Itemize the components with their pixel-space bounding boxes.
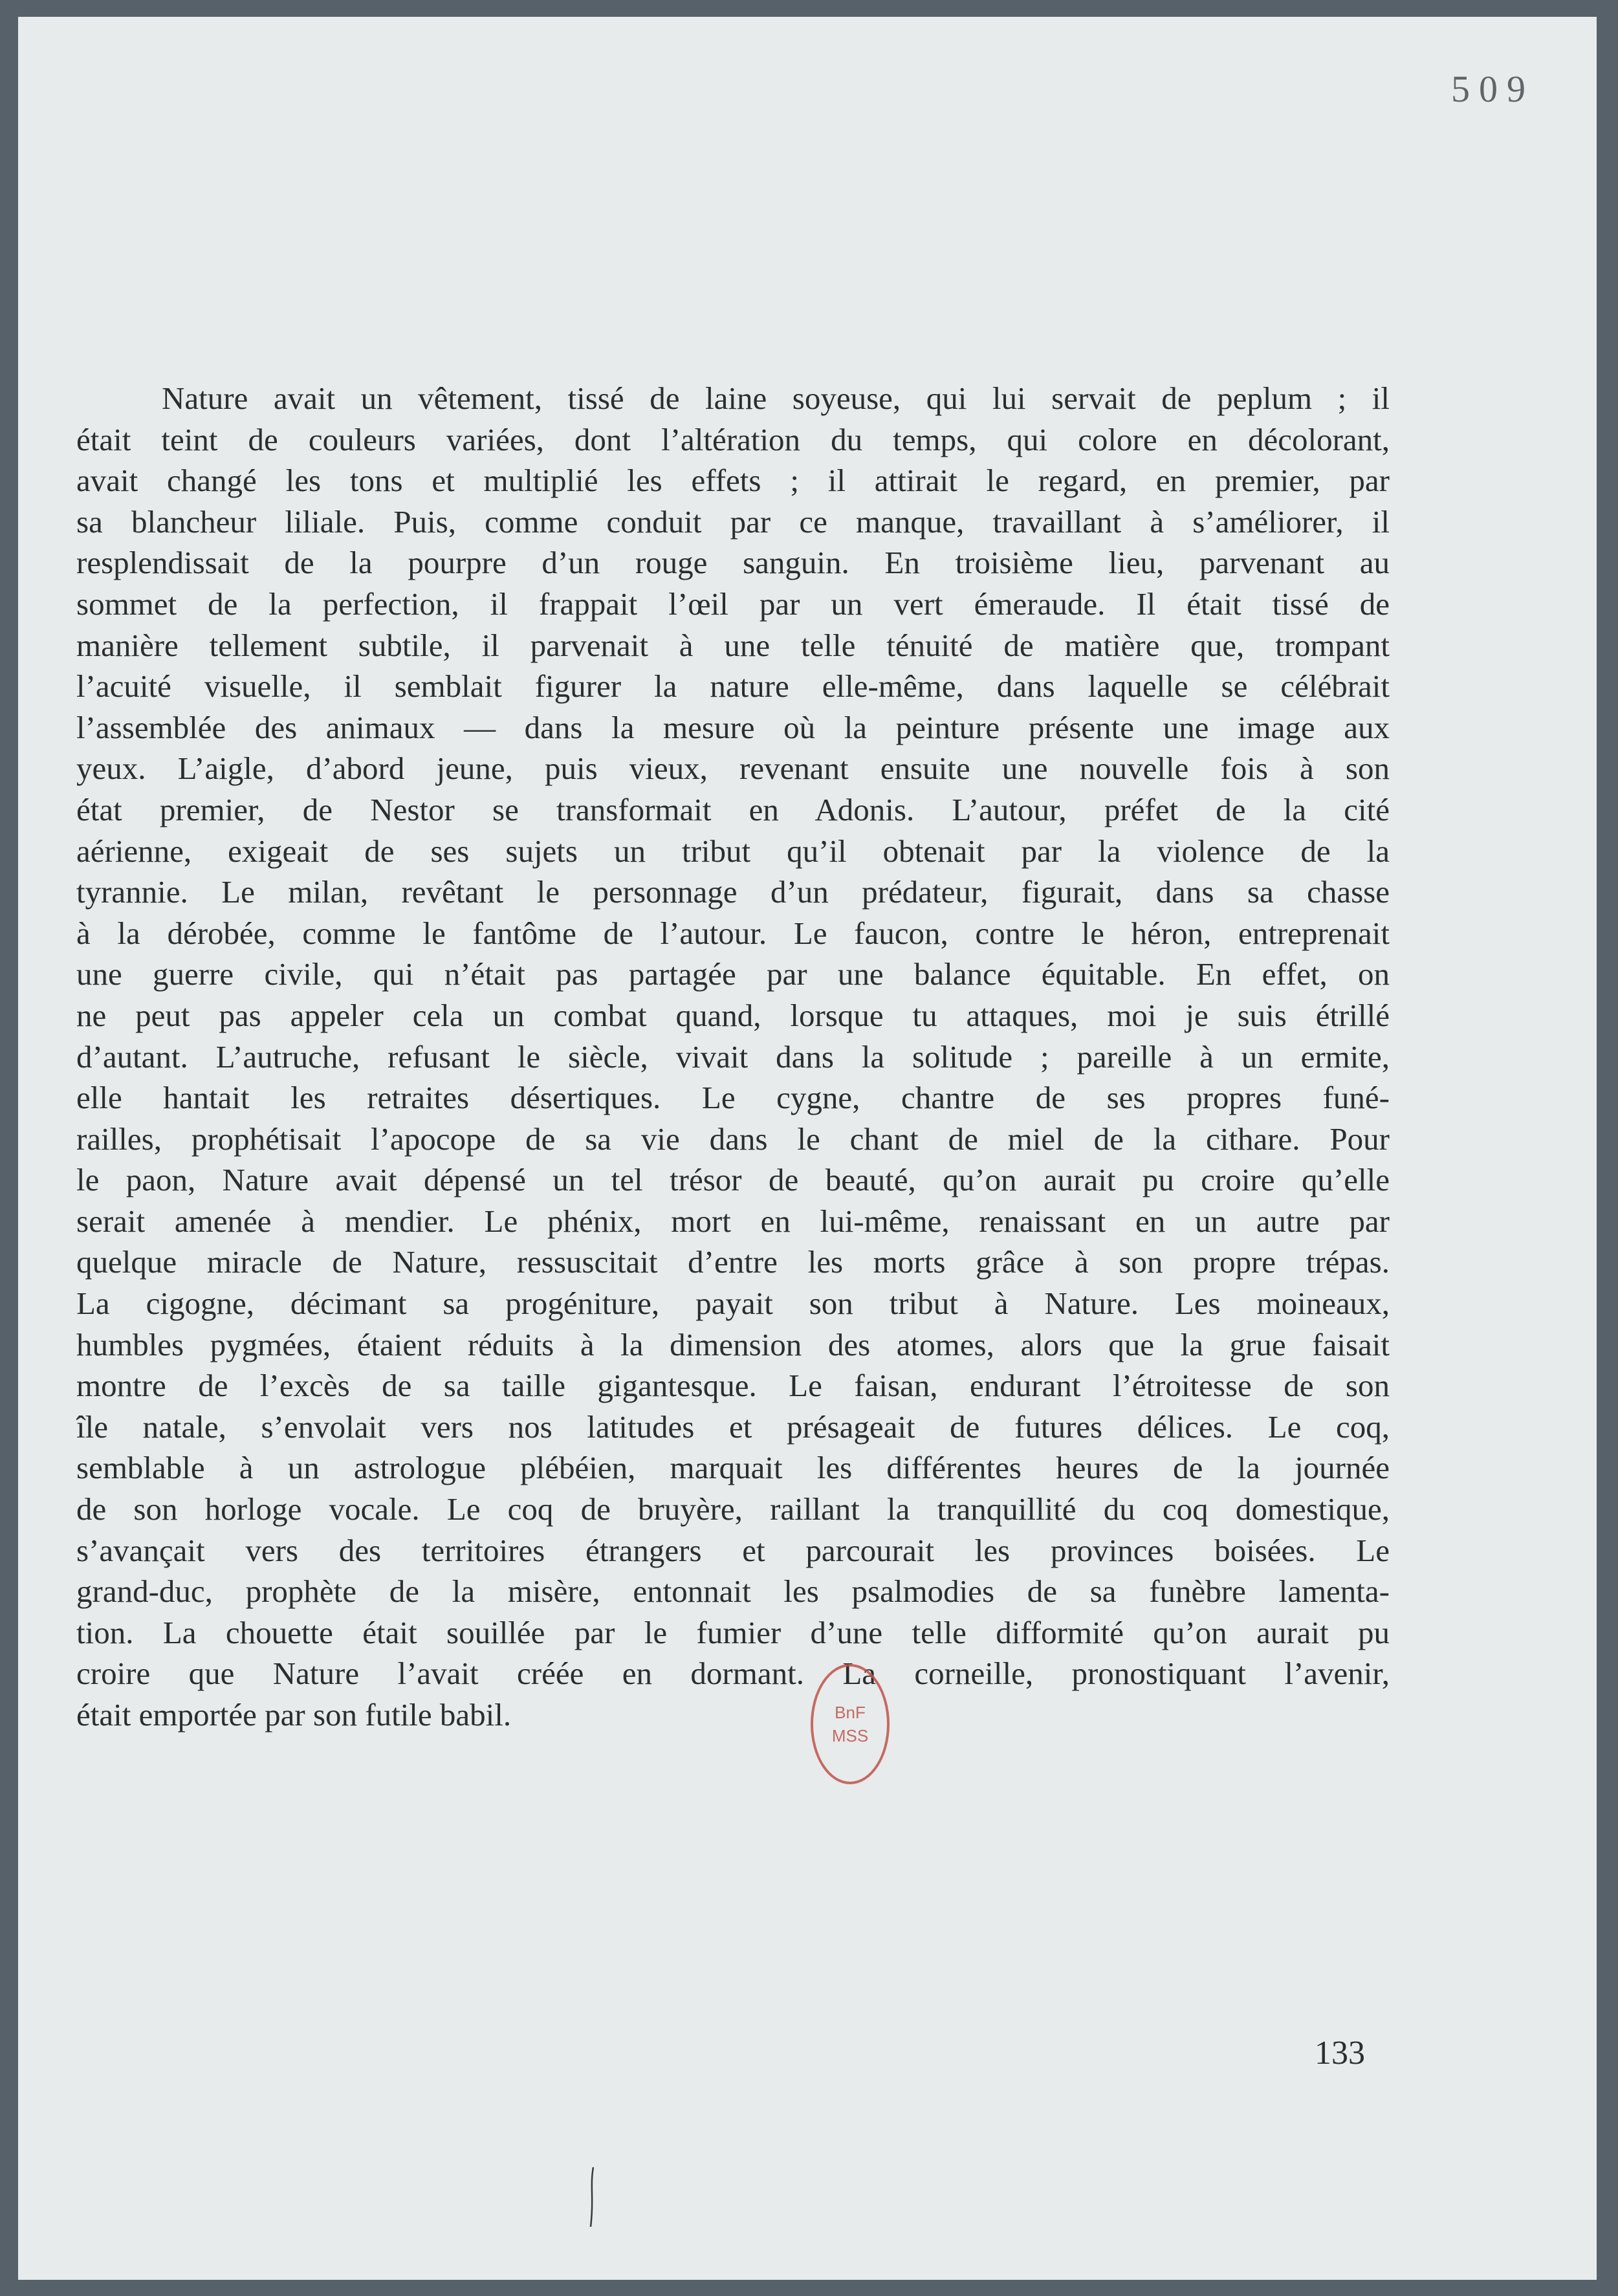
text-line: elle hantait les retraites désertiques. Le cygne, chantre de ses propres funé-: [76, 1080, 1390, 1116]
text-line: de son horloge vocale. Le coq de bruyère, raillant la tranquillité du coq domestique,: [76, 1491, 1390, 1527]
text-line: aérienne, exigeait de ses sujets un tribut qu’il obtenait par la violence de la: [76, 833, 1390, 869]
text-line: tion. La chouette était souillée par le fumier d’une telle difformité qu’on aurait pu: [76, 1614, 1390, 1650]
text-line: resplendissait de la pourpre d’un rouge sanguin. En troisième lieu, parvenant au: [76, 545, 1390, 581]
text-line: yeux. L’aigle, d’abord jeune, puis vieux, revenant ensuite une nouvelle fois à son: [76, 750, 1390, 787]
text-line: manière tellement subtile, il parvenait à une telle ténuité de matière que, trompant: [76, 627, 1390, 663]
stamp-line-bnf: BnF: [835, 1703, 866, 1722]
text-line: d’autant. L’autruche, refusant le siècle, vivait dans la solitude ; pareille à un ermite,: [76, 1038, 1390, 1075]
text-line: l’acuité visuelle, il semblait figurer la nature elle-même, dans laquelle se célébrait: [76, 668, 1390, 705]
text-line: une guerre civile, qui n’était pas partagée par une balance équitable. En effet, on: [76, 956, 1390, 992]
text-line: l’assemblée des animaux — dans la mesure où la peinture présente une image aux: [76, 709, 1390, 745]
library-stamp: [811, 1664, 890, 1784]
text-line: grand-duc, prophète de la misère, entonnait les psalmodies de sa funèbre lamenta-: [76, 1573, 1390, 1610]
text-line: avait changé les tons et multiplié les effets ; il attirait le regard, en premier, par: [76, 463, 1390, 499]
text-line: s’avançait vers des territoires étrangers et parcourait les provinces boisées. Le: [76, 1532, 1390, 1568]
text-line: à la dérobée, comme le fantôme de l’autour. Le faucon, contre le héron, entreprenait: [76, 915, 1390, 951]
text-line: montre de l’excès de sa taille gigantesque. Le faisan, endurant l’étroitesse de son: [76, 1368, 1390, 1404]
text-line: était teint de couleurs variées, dont l’altération du temps, qui colore en décolorant,: [76, 421, 1390, 457]
text-line: semblable à un astrologue plébéien, marquait les différentes heures de la journée: [76, 1450, 1390, 1486]
text-line: Nature avait un vêtement, tissé de laine soyeuse, qui lui servait de peplum ; il: [162, 380, 1390, 416]
text-line: était emportée par son futile babil.: [76, 1697, 512, 1733]
folio-number: 509: [1451, 68, 1535, 110]
text-line: La cigogne, décimant sa progéniture, payait son tribut à Nature. Les moineaux,: [76, 1285, 1390, 1322]
text-line: serait amenée à mendier. Le phénix, mort en lui-même, renaissant en un autre par: [76, 1203, 1390, 1239]
text-line: état premier, de Nestor se transformait en Adonis. L’autour, préfet de la cité: [76, 791, 1390, 827]
text-line: humbles pygmées, étaient réduits à la dimension des atomes, alors que la grue faisait: [76, 1326, 1390, 1362]
text-line: ne peut pas appeler cela un combat quand, lorsque tu attaques, moi je suis étrillé: [76, 997, 1390, 1033]
text-line: quelque miracle de Nature, ressuscitait d’entre les morts grâce à son propre trépas.: [76, 1244, 1390, 1280]
page-number: 133: [1315, 2035, 1365, 2072]
text-line: tyrannie. Le milan, revêtant le personnage d’un prédateur, figurait, dans sa chasse: [76, 874, 1390, 910]
text-line: sa blancheur liliale. Puis, comme conduit par ce manque, travaillant à s’améliorer, il: [76, 503, 1390, 540]
body-text: [76, 378, 1390, 1736]
stamp-line-mss: MSS: [831, 1726, 869, 1745]
text-line: île natale, s’envolait vers nos latitudes et présageait de futures délices. Le coq,: [76, 1408, 1390, 1445]
document-page: [18, 17, 1597, 2280]
text-line: sommet de la perfection, il frappait l’œil par un vert émeraude. Il était tissé de: [76, 585, 1390, 622]
text-line: le paon, Nature avait dépensé un tel trésor de beauté, qu’on aurait pu croire qu’elle: [76, 1162, 1390, 1198]
text-line: railles, prophétisait l’apocope de sa vie dans le chant de miel de la cithare. Pour: [76, 1121, 1390, 1157]
text-line: croire que Nature l’avait créée en dormant. La corneille, pronostiquant l’avenir,: [76, 1656, 1390, 1692]
pencil-mark: [587, 2166, 596, 2228]
